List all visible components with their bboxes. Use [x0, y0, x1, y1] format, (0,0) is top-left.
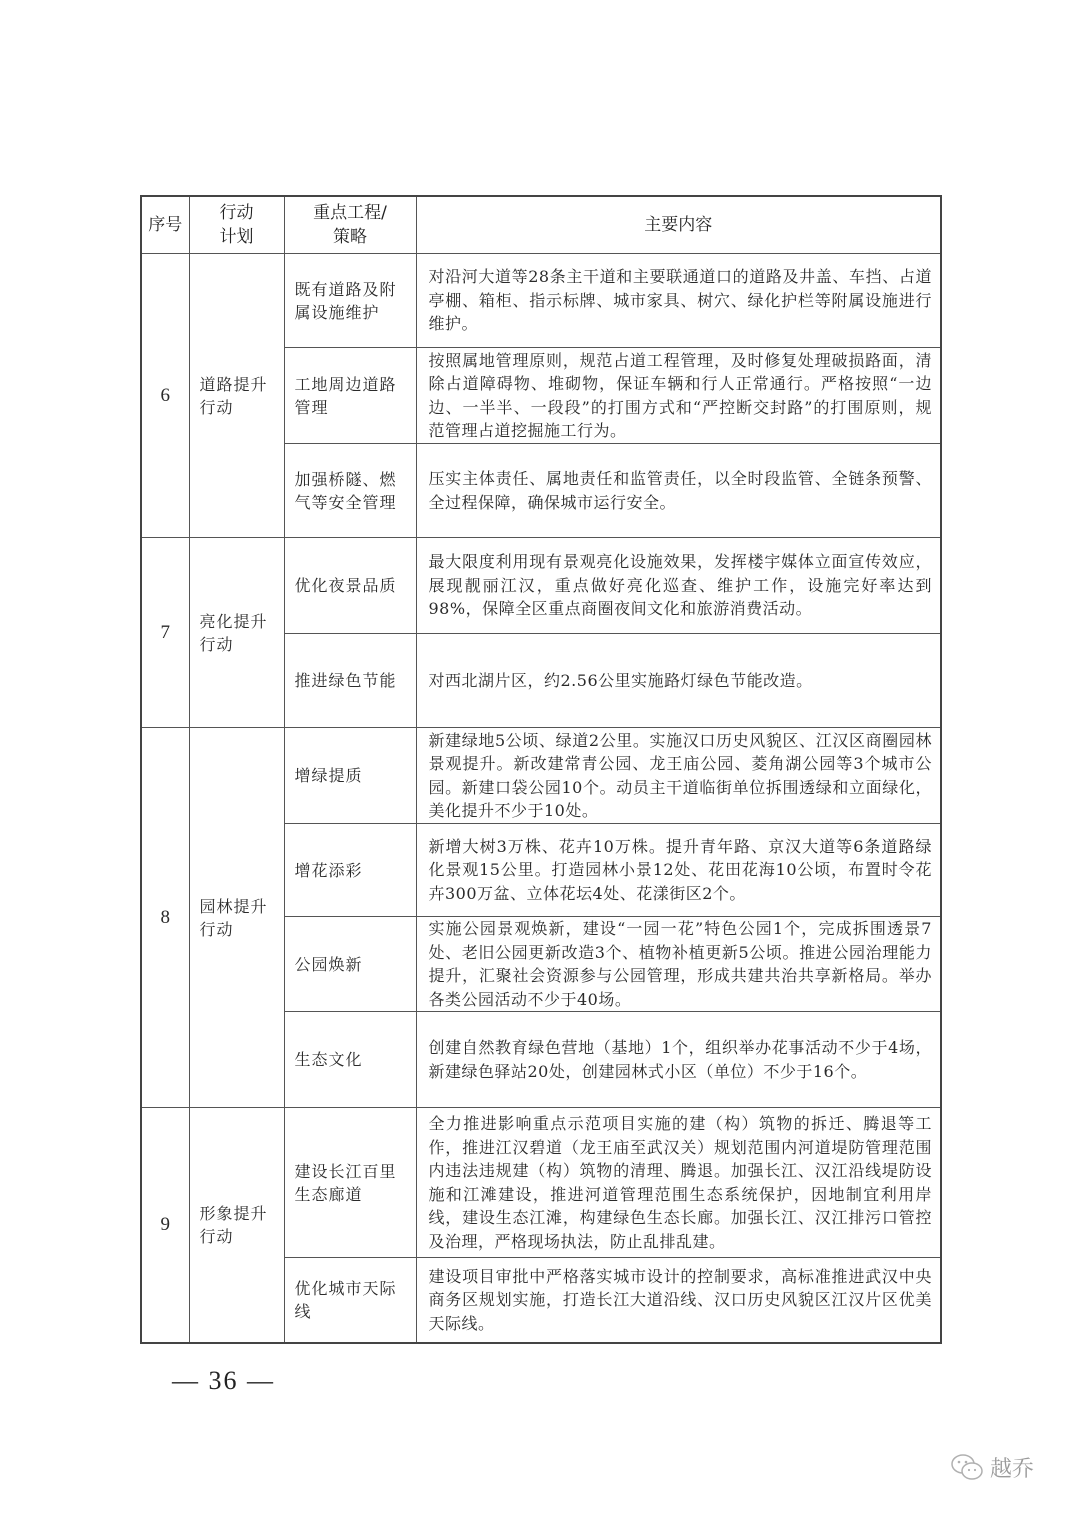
row-num: 8 [141, 728, 189, 1108]
content-text: 建设项目审批中严格落实城市设计的控制要求，高标准推进武汉中央商务区规划实施，打造长江大道沿线、汉口历史风貌区江汉片区优美天际线。 [416, 1258, 941, 1343]
table-row [141, 254, 941, 348]
action-plan: 亮化提升行动 [189, 538, 284, 728]
header-num: 序号 [141, 196, 189, 254]
header-project: 重点工程/ 策略 [284, 196, 416, 254]
content-text: 新增大树3万株、花卉10万株。提升青年路、京汉大道等6条道路绿化景观15公里。打造园林小景12处、花田花海10公顷，布置时令花卉300万盆、立体花坛4处、花漾街区2个。 [416, 824, 941, 917]
project-name: 增绿提质 [284, 728, 416, 824]
project-name: 优化城市天际线 [284, 1258, 416, 1343]
project-name: 建设长江百里生态廊道 [284, 1108, 416, 1258]
project-name: 增花添彩 [284, 824, 416, 917]
action-plan-table [140, 195, 942, 1344]
table-row [141, 538, 941, 634]
project-name: 推进绿色节能 [284, 634, 416, 728]
content-text: 对西北湖片区，约2.56公里实施路灯绿色节能改造。 [416, 634, 941, 728]
action-plan: 形象提升行动 [189, 1108, 284, 1343]
table-row [141, 1108, 941, 1258]
project-name: 既有道路及附属设施维护 [284, 254, 416, 348]
action-plan: 园林提升行动 [189, 728, 284, 1108]
project-name: 加强桥隧、燃气等安全管理 [284, 444, 416, 538]
content-text: 最大限度利用现有景观亮化设施效果，发挥楼宇媒体立面宣传效应，展现靓丽江汉，重点做好亮化巡查、维护工作，设施完好率达到98%，保障全区重点商圈夜间文化和旅游消费活动。 [416, 538, 941, 634]
content-text: 压实主体责任、属地责任和监管责任，以全时段监管、全链条预警、全过程保障，确保城市运行安全。 [416, 444, 941, 538]
wechat-icon [950, 1453, 986, 1483]
row-num: 9 [141, 1108, 189, 1343]
content-text: 创建自然教育绿色营地（基地）1个，组织举办花事活动不少于4场，新建绿色驿站20处，创建园林式小区（单位）不少于16个。 [416, 1012, 941, 1108]
project-name: 生态文化 [284, 1012, 416, 1108]
watermark [950, 1452, 1034, 1483]
action-plan: 道路提升行动 [189, 254, 284, 538]
table-row [141, 728, 941, 824]
project-name: 公园焕新 [284, 917, 416, 1012]
content-text: 按照属地管理原则，规范占道工程管理，及时修复处理破损路面，清除占道障碍物、堆砌物，保证车辆和行人正常通行。严格按照“一边边、一半半、一段段”的打围方式和“严控断交封路”的打围原则，规范管理占道挖掘施工行为。 [416, 348, 941, 444]
content-text: 全力推进影响重点示范项目实施的建（构）筑物的拆迁、腾退等工作，推进江汉碧道（龙王庙至武汉关）规划范围内河道堤防管理范围内违法违规建（构）筑物的清理、腾退。加强长江、汉江沿线堤防设施和江滩建设，推进河道管理范围生态系统保护，因地制宜利用岸线，建设生态江滩，构建绿色生态长廊。加强长江、汉江排污口管控及治理，严格现场执法，防止乱排乱建。 [416, 1108, 941, 1258]
project-name: 工地周边道路管理 [284, 348, 416, 444]
content-text: 实施公园景观焕新，建设“一园一花”特色公园1个，完成拆围透景7处、老旧公园更新改造3个、植物补植更新5公顷。推进公园治理能力提升，汇聚社会资源参与公园管理，形成共建共治共享新格局。举办各类公园活动不少于40场。 [416, 917, 941, 1012]
watermark-label: 越乔 [990, 1457, 1035, 1482]
row-num: 7 [141, 538, 189, 728]
content-text: 对沿河大道等28条主干道和主要联通道口的道路及井盖、车挡、占道亭棚、箱柜、指示标牌、城市家具、树穴、绿化护栏等附属设施进行维护。 [416, 254, 941, 348]
row-num: 6 [141, 254, 189, 538]
content-text: 新建绿地5公顷、绿道2公里。实施汉口历史风貌区、江汉区商圈园林景观提升。新改建常青公园、龙王庙公园、菱角湖公园等3个城市公园。新建口袋公园10个。动员主干道临街单位拆围透绿和立面绿化，美化提升不少于10处。 [416, 728, 941, 824]
header-content: 主要内容 [416, 196, 941, 254]
table-header-row [141, 196, 941, 254]
header-action: 行动 计划 [189, 196, 284, 254]
project-name: 优化夜景品质 [284, 538, 416, 634]
page-number: — 36 — [172, 1366, 275, 1395]
